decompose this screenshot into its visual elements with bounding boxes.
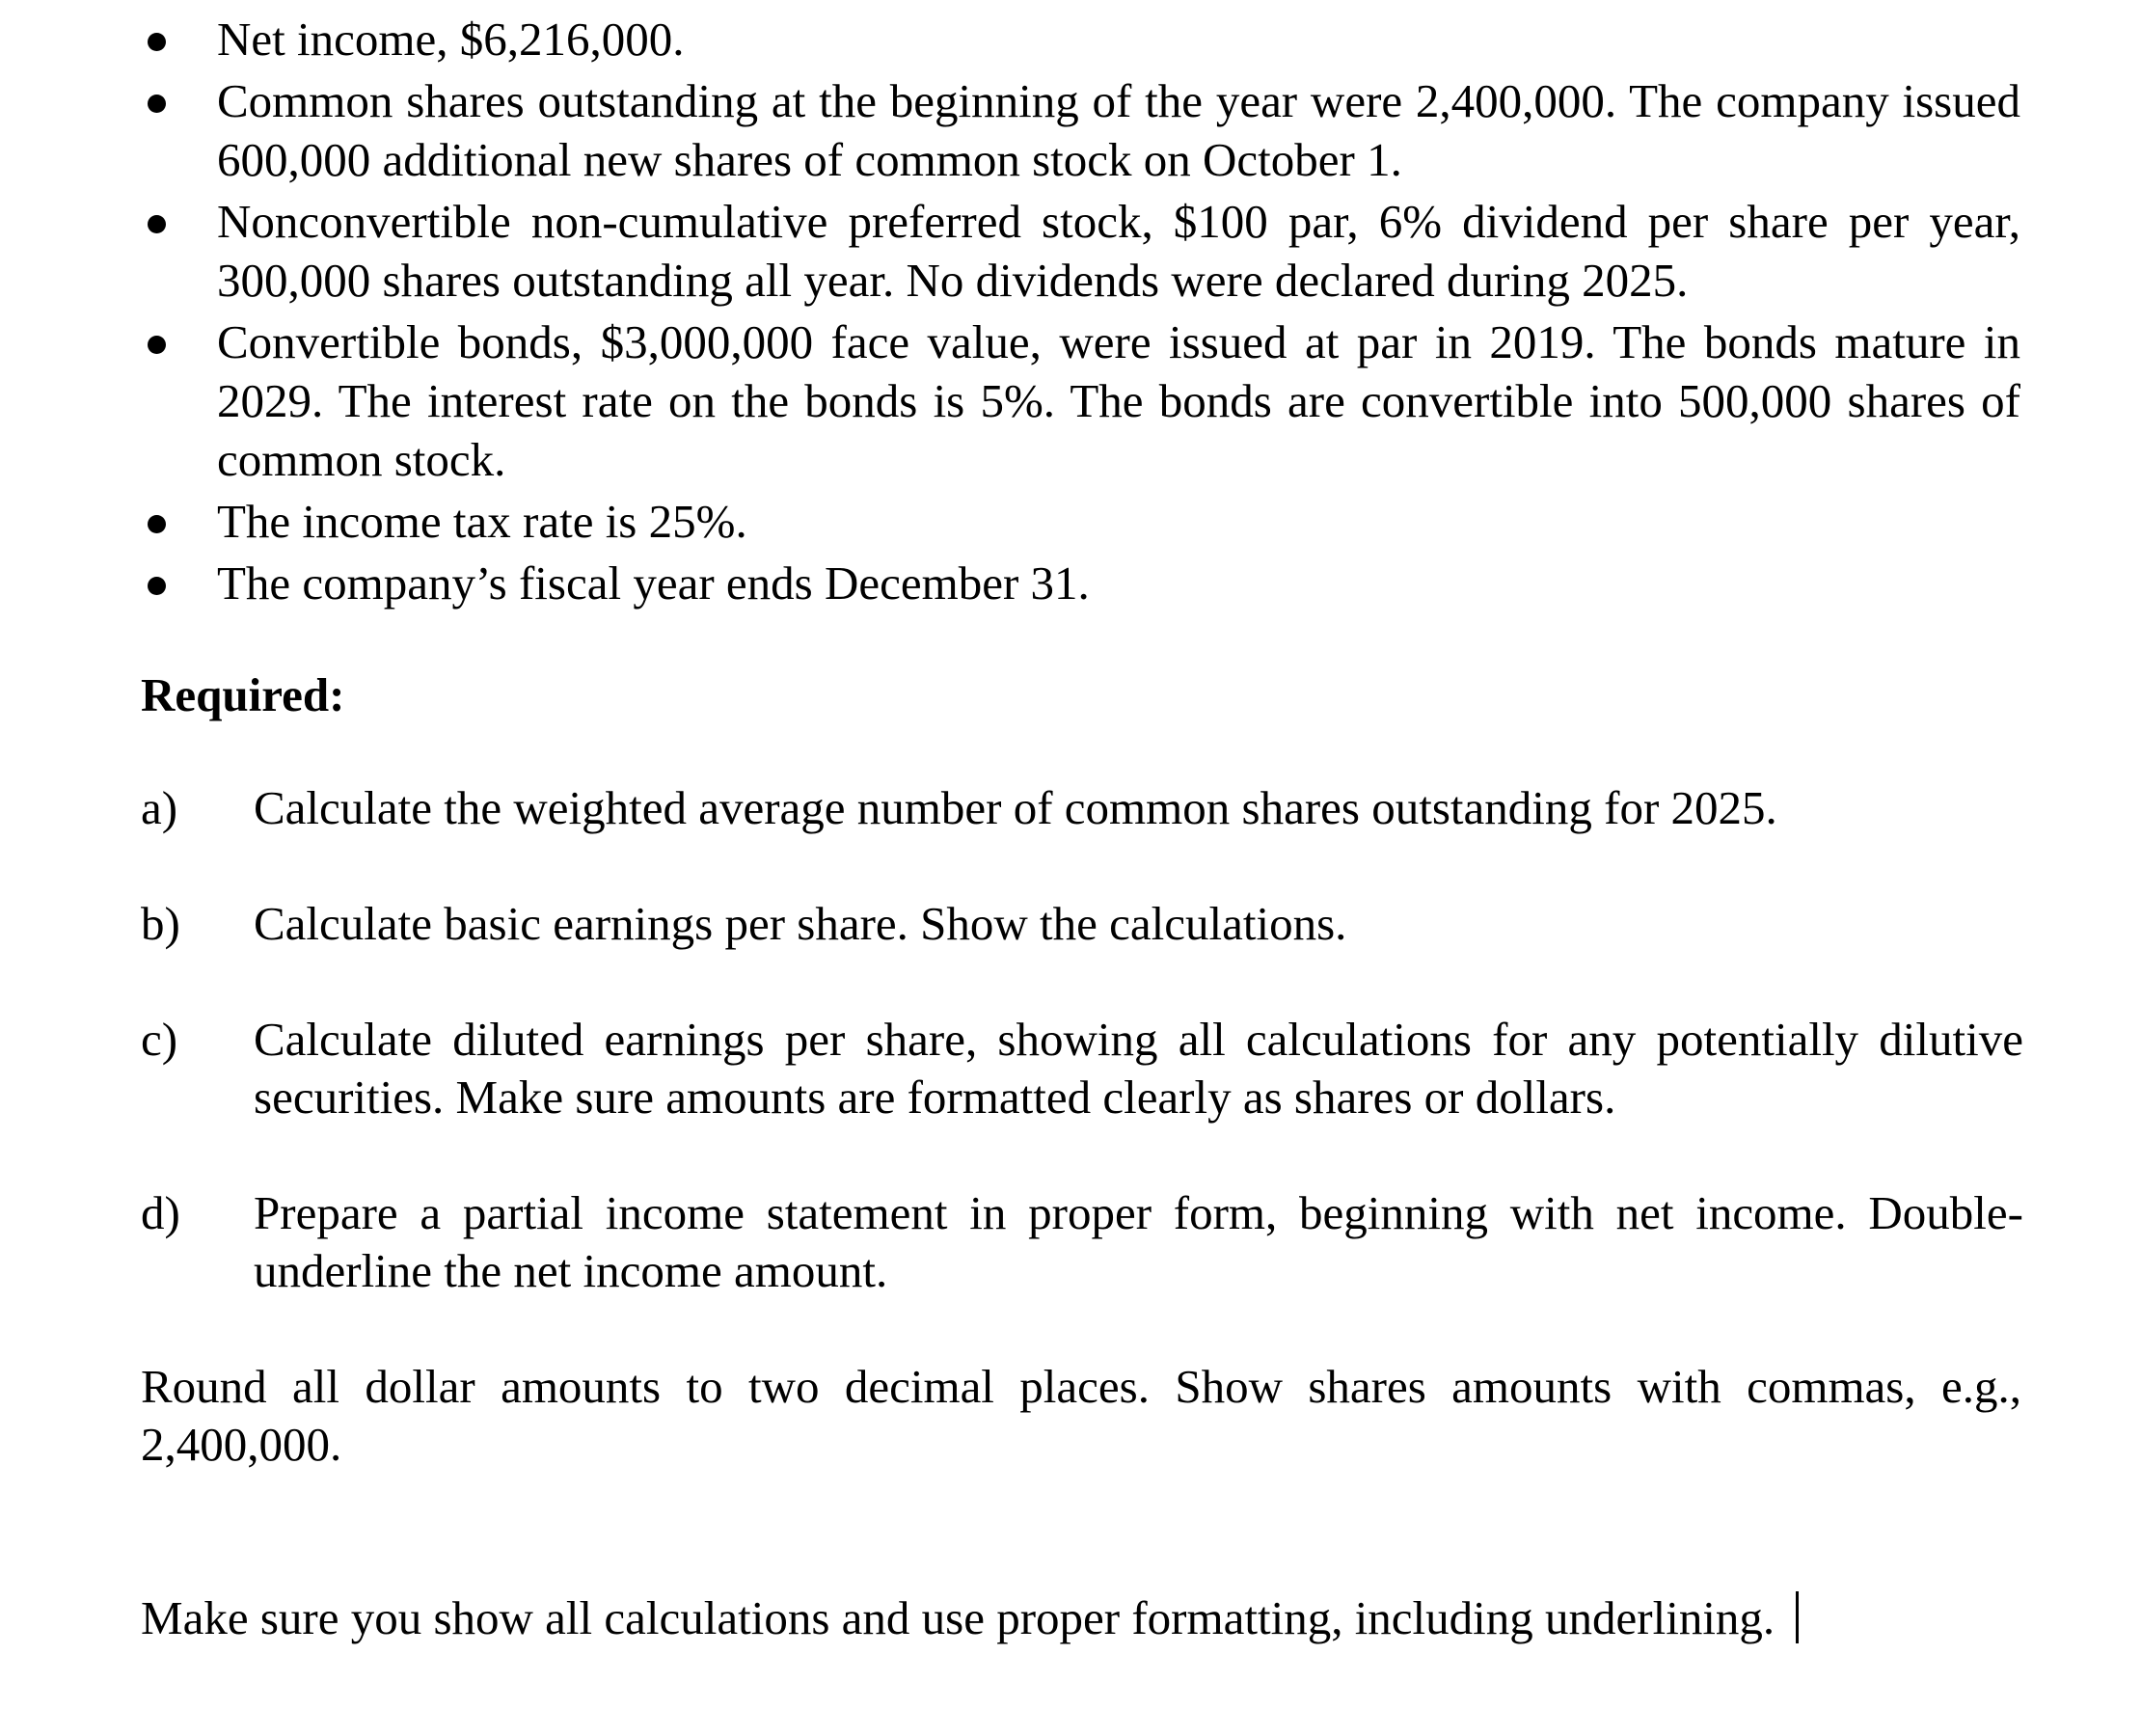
bullet-dot-icon: [148, 95, 166, 113]
bullet-item-fiscal-year: [0, 554, 2020, 612]
bullet-item-convertible-bonds: [0, 312, 2020, 489]
facts-bullet-list: [0, 10, 2141, 615]
formatting-note[interactable]: [141, 1589, 2021, 1647]
bullet-text: Nonconvertible non-cumulative preferred stock, $100 par, 6% dividend per share per year, 300,000 shares outstanding all year. No dividends were declared during 2025.: [217, 195, 2020, 307]
bullet-dot-icon: [148, 577, 166, 595]
bullet-item-preferred-stock: [0, 192, 2020, 310]
bullet-text: Convertible bonds, $3,000,000 face value, were issued at par in 2019. The bonds mature in 2029. The interest rate on the bonds is 5%. The bonds are convertible into 500,000 shares of common stock.: [217, 315, 2020, 486]
required-heading: Required:: [141, 668, 345, 721]
bullet-dot-icon: [148, 33, 166, 51]
bullet-dot-icon: [148, 336, 166, 354]
required-item-letter: a): [141, 781, 178, 834]
required-item-letter: d): [141, 1186, 180, 1239]
rounding-note: Round all dollar amounts to two decimal places. Show shares amounts with commas, e.g., 2,400,000.: [141, 1360, 2021, 1471]
required-item-letter: c): [141, 1013, 178, 1066]
bullet-item-net-income: [0, 10, 2020, 68]
required-item-text: Calculate diluted earnings per share, showing all calculations for any potentially dilutive securities. Make sure amounts are formatted clearly as shares or dollars.: [254, 1013, 2023, 1124]
bullet-item-common-shares: [0, 71, 2020, 189]
required-item-text: Prepare a partial income statement in proper form, beginning with net income. Double-underline the net income amount.: [254, 1186, 2023, 1297]
required-item-d: [141, 1184, 2021, 1300]
bullet-text: The company’s fiscal year ends December 31.: [217, 556, 1090, 610]
bullet-dot-icon: [148, 515, 166, 533]
required-item-letter: b): [141, 897, 180, 950]
formatting-note-text: Make sure you show all calculations and use proper formatting, including underlining.: [141, 1591, 1775, 1644]
required-item-text: Calculate the weighted average number of common shares outstanding for 2025.: [254, 781, 1777, 834]
bullet-item-tax-rate: [0, 492, 2020, 551]
required-item-c: [141, 1011, 2021, 1126]
required-item-text: Calculate basic earnings per share. Show the calculations.: [254, 897, 1347, 950]
text-cursor-icon: [1796, 1591, 1799, 1643]
bullet-text: Common shares outstanding at the beginning of the year were 2,400,000. The company issued 600,000 additional new shares of common stock on October 1.: [217, 74, 2020, 186]
bullet-text: Net income, $6,216,000.: [217, 13, 685, 66]
bullet-text: The income tax rate is 25%.: [217, 495, 747, 548]
required-item-b: [141, 895, 2021, 953]
required-item-a: [141, 779, 2021, 837]
bullet-dot-icon: [148, 215, 166, 233]
